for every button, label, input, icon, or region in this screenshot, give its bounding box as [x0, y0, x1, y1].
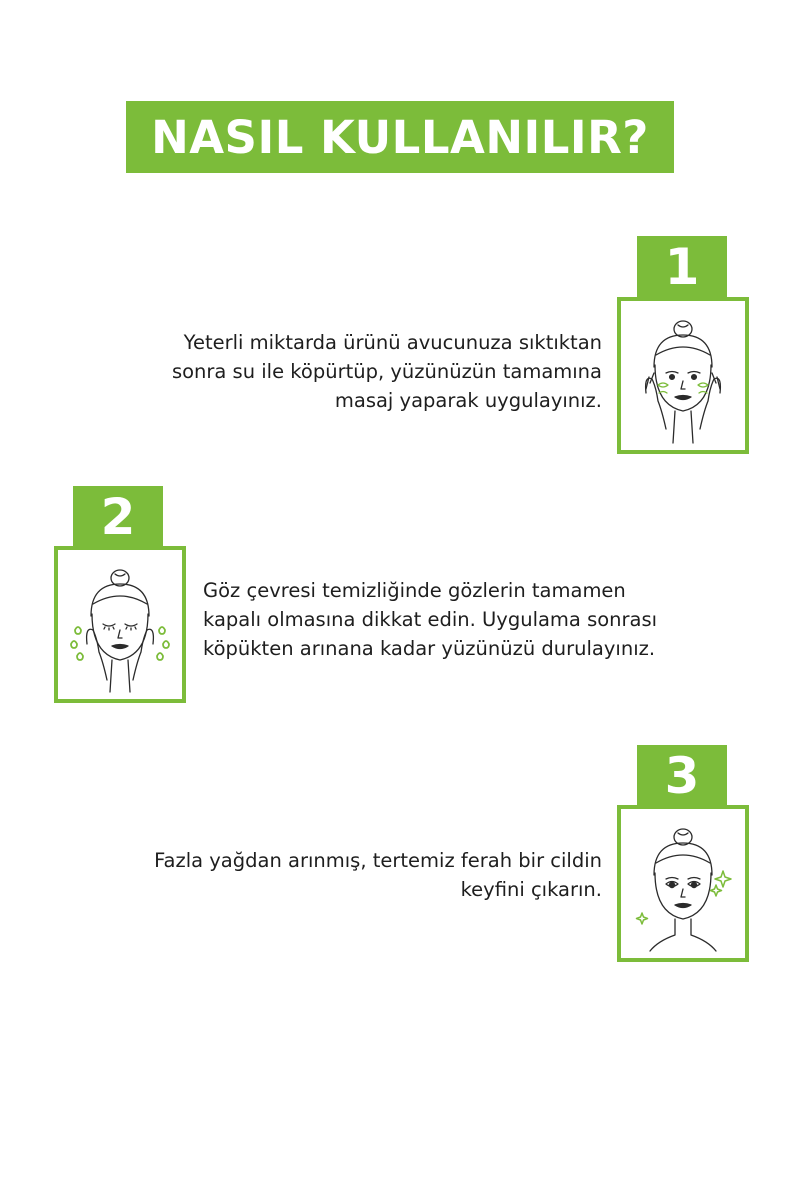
step-2-number-badge — [73, 486, 163, 548]
step-3-line: Fazla yağdan arınmış, tertemiz ferah bir cildin — [154, 849, 602, 872]
step-3-line: keyfini çıkarın. — [460, 878, 602, 901]
step-1-description — [172, 328, 602, 415]
page-title: NASIL KULLANILIR? — [151, 110, 649, 164]
step-1-line: Yeterli miktarda ürünü avucunuza sıktıktan — [183, 331, 602, 354]
step-2-illustration-frame — [54, 546, 186, 703]
step-2-description — [203, 576, 657, 663]
step-1-line: masaj yaparak uygulayınız. — [334, 389, 602, 412]
step-2-line: köpükten arınana kadar yüzünüzü durulayınız. — [203, 637, 656, 660]
step-3-illustration-frame — [617, 805, 749, 962]
step-1-number-badge — [637, 236, 727, 298]
step-1-line: sonra su ile köpürtüp, yüzünüzün tamamına — [171, 360, 602, 383]
face-rinse-icon — [65, 556, 175, 694]
step-1-number: 1 — [664, 238, 700, 296]
step-2-number: 2 — [100, 488, 136, 546]
step-3-number: 3 — [664, 747, 700, 805]
step-1-illustration-frame — [617, 297, 749, 454]
step-3-number-badge — [637, 745, 727, 807]
title-banner — [126, 101, 674, 173]
clean-face-sparkle-icon — [628, 815, 738, 953]
face-foam-massage-icon — [628, 307, 738, 445]
step-2-line: Göz çevresi temizliğinde gözlerin tamamen — [203, 579, 626, 602]
step-3-description — [154, 846, 602, 904]
step-2-line: kapalı olmasına dikkat edin. Uygulama sonrası — [203, 608, 658, 631]
